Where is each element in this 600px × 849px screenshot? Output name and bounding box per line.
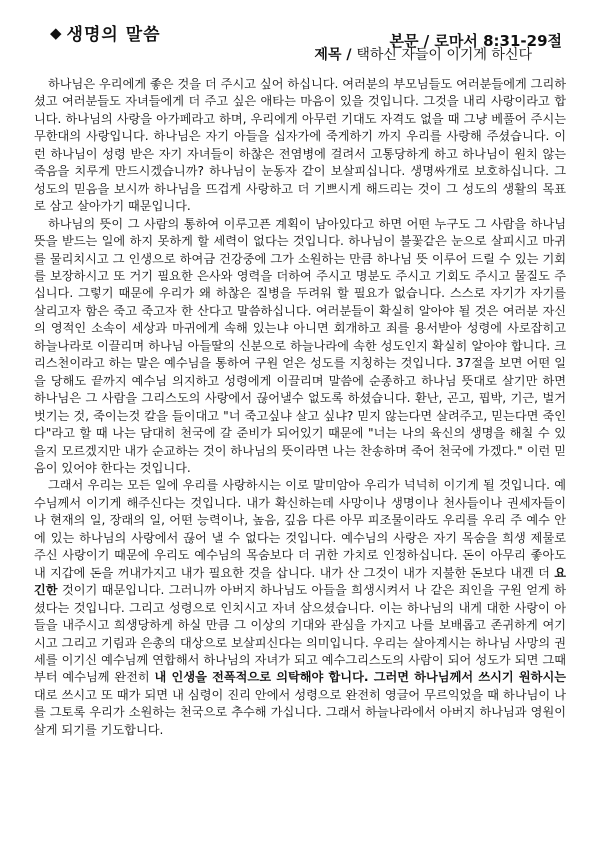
paragraph-1-text: 하나님은 우리에게 좋은 것을 더 주시고 싶어 하십니다. 여러분의 부모님들도 여러분들에게 그리하셨고 여러분들도 자녀들에게 더 주고 싶은 애타는 마음이 있을 것입니다. 그것을 내리 사랑이라고 합니다. 하나님의 사랑을 아가페라고 하며, 우리에게 아무런 기대도 자격도 없을 때 그냥 베풀어 주시는 무한대의 사랑입니다. 하나님은 자기 아들을 십자가에 죽게하기 까지 우리를 사랑해 주셨습니다. 이런 하나님이 성령 받은 자기 자녀들이 하찮은 전염병에 걸려서 고통당하게 하고 하나님이 원치 않는 죽음을 치루게 만드시겠습니까? 하나님이 눈동자 같이 보살피십니다. 생명싸개로 보호하십니다. 그 성도의 믿음을 보시까 하나님을 뜨겁게 사랑하고 더 기쁘시게 해드리는 것이 그 성도의 생활의 목표로 삼고 살아가기 때문입니다. (34, 77, 566, 214)
header-top (34, 20, 566, 50)
paragraph-3-text-c: 대로 쓰시고 또 때가 되면 내 심령이 진리 안에서 성령으로 완전히 영글어 무르익었을 때 하나님이 나를 그토록 우리가 소원하는 천국으로 추수해 가십니다. 그래서 하늘나라에서 아버지 하나님과 영원이 살게 되기를 기도합니다. (34, 687, 566, 737)
theme-title: 택하신 자들이 이기게 하신다 (356, 47, 532, 63)
theme-label: 제목 (314, 47, 342, 63)
section-title-text: 생명의 말씀 (66, 25, 161, 45)
emphasis-important: 요긴한 (34, 565, 566, 598)
paragraph-3-text-b: 것이기 때문입니다. 그러니까 아버지 하나님도 아들을 희생시켜서 나 같은 죄인을 구원 얻게 하셨다는 것입니다. 그리고 성령으로 인치시고 자녀 삼으셨습니다. 이는 하나님의 내게 대한 사랑이 아들을 내주시고 희생당하게 하실 만큼 그 이상의 기대와 관심을 가지고 나를 보배롭고 존귀하게 여기시고 그리고 기림과 은총의 대상으로 보살피신다는 의미입니다. 우리는 살아계시는 하나님 사망의 권세를 이기신 예수님께 연합해서 하나님의 자녀가 되고 예수그리스도의 사람이 되어 성도가 되면 그때부터 예수님께 완전히 (34, 583, 566, 685)
paragraph-2-text: 하나님의 뜻이 그 사람의 통하여 이루고픈 계획이 남아있다고 하면 어떤 누구도 그 사람을 하나님 뜻을 받드는 일에 하지 못하게 할 세력이 없다는 것입니다. 하나님이 불꽃같은 눈으로 살피시고 마귀를 물리치시고 그 인생으로 하여금 건강중에 그가 소원하는 만큼 하나님 뜻 이루어 드릴 수 있는 기회를 보장하시고 또 거기 필요한 은사와 영력을 더하여 주시고 명분도 주시고 기회도 주시고 물질도 주십니다. 그렇기 때문에 우리가 왜 하찮은 질병을 두려워 할 필요가 없습니다. 스스로 자기가 자기를 살리고자 함은 죽고 죽고자 한 산다고 말씀하십니다. 여러분들이 확실히 알아야 될 것은 여러분 자신의 영적인 소속이 세상과 마귀에게 속해 있는냐 아니면 회개하고 죄를 용서받아 성령에 사로잡히고 하늘나라로 이끌리며 하나님 아들딸의 신분으로 하늘나라에 속한 성도인지 확실히 알아야 합니다. 크리스천이라고 하는 말은 예수님을 통하여 구원 얻은 성도를 지칭하는 것입니다. 37절을 보면 어떤 일을 당해도 끝까지 예수님 의지하고 성령에게 이끌리며 말씀에 순종하고 하나님 뜻대로 살기만 하면 하나님은 그 사람을 그리스도의 사랑에서 끊어낼수 없도록 하셨습니다. 환난, 곤고, 핍박, 기근, 벌거벗기는 것, 죽이는것 칼을 들이대고 "너 죽고싶냐 살고 싶냐? 믿지 않는다면 살려주고, 믿는다면 죽인다"라고 할 때 나는 담대히 천국에 갈 준비가 되어있기 때문에 "너는 나의 육신의 생명을 해칠 수 있을지 모르겠지만 내가 순교하는 것이 하나님의 뜻이라면 나는 찬송하며 죽어 천국에 가겠다." 이런 믿음이 있어야 한다는 것입니다. (34, 216, 566, 475)
emphasis-entrust: 내 인생을 전폭적으로 의탁해야 합니다. 그러면 하나님께서 쓰시기 원하시는 (154, 670, 566, 685)
passage-label: 본문 (389, 32, 419, 50)
diamond-icon: ◆ (50, 23, 63, 42)
theme-separator: / (346, 47, 357, 63)
paragraph-3 (34, 477, 566, 739)
header-second (34, 42, 566, 68)
paragraph-3-text-a: 그래서 우리는 모든 일에 우리를 사랑하시는 이로 말미암아 우리가 넉넉히 이기게 될 것입니다. 예수님께서 이기게 해주신다는 것입니다. 내가 확신하는데 사망이나 생명이나 천사들이나 권세자들이나 현재의 일, 장래의 일, 어떤 능력이나, 높음, 깊음 다른 아무 피조물이라도 우리를 우리 주 예수 안에 있는 하나님의 사랑에서 끊어 낼 수 없다는 것입니다. 예수님의 사랑은 자기 목숨을 희생 제물로 주신 사랑이기 때문에 우리도 예수님의 목숨보다 더 귀한 가치로 인정하십니다. 돈이 아무리 좋아도 내 지갑에 돈을 꺼내가지고 내가 필요한 것을 삽니다. 내가 산 그것이 내가 지불한 돈보다 내겐 더 (34, 478, 566, 580)
paragraph-1 (34, 76, 566, 216)
passage-separator: / (423, 32, 435, 50)
sermon-theme (314, 44, 532, 64)
passage-ref: 로마서 8:31-29절 (434, 32, 562, 50)
sermon-body (34, 76, 566, 739)
paragraph-2 (34, 216, 566, 478)
